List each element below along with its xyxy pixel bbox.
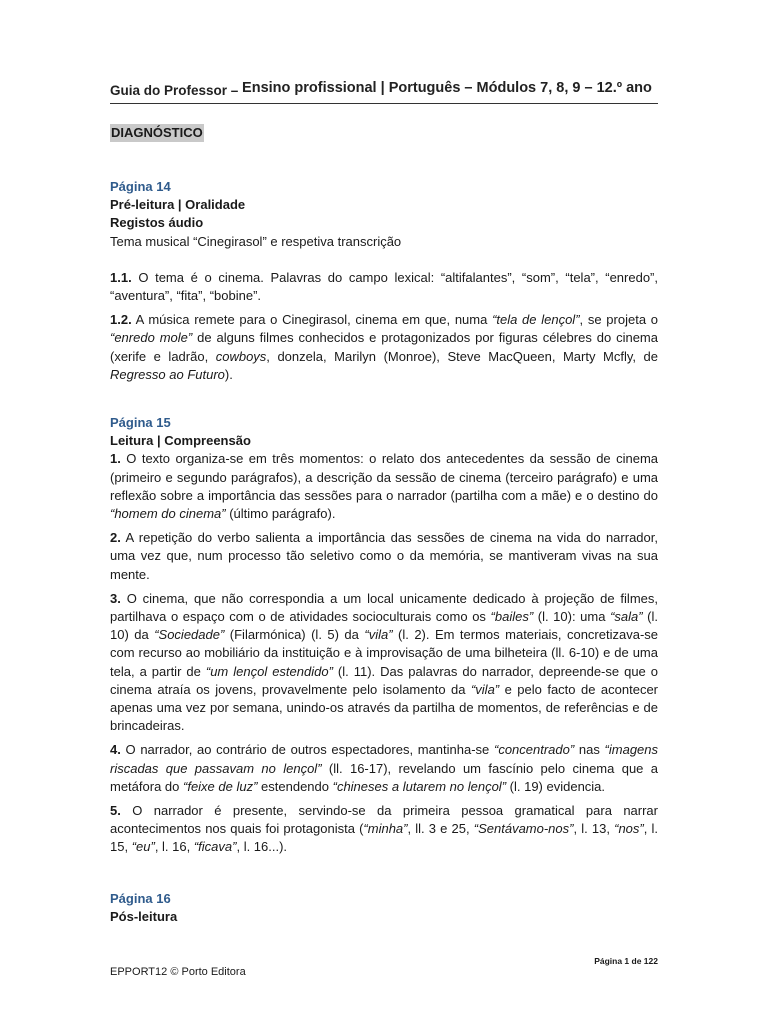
answer-text: , l. 13, bbox=[573, 821, 615, 837]
answer-text: O tema é o cinema. Palavras do campo lexical: “altifalantes”, “som”, “tela”, “enredo”, “aventura”, “fita”, “bobine”. bbox=[110, 269, 658, 304]
page-reference: Página 15 bbox=[110, 415, 171, 430]
quote-text: “feixe de luz” bbox=[183, 778, 258, 794]
page-header bbox=[110, 82, 658, 104]
quote-text: “bailes” bbox=[490, 609, 534, 625]
answer-paragraph bbox=[110, 802, 658, 857]
answer-text: A música remete para o Cinegirasol, cinema em que, numa bbox=[131, 312, 493, 328]
page-reference: Página 14 bbox=[110, 179, 171, 194]
quote-text: “um lençol estendido” bbox=[205, 663, 333, 679]
subheading: Registos áudio bbox=[110, 215, 204, 231]
answer-text: O cinema, que não correspondia a um local unicamente dedicado à projeção de filmes, partilhava o espaço com o de atividades socioculturais como os bbox=[110, 590, 658, 625]
answer-text: O narrador, ao contrário de outros espectadores, mantinha-se bbox=[120, 742, 494, 758]
answer-text: (l. 10) da bbox=[110, 609, 659, 643]
answer-text: de alguns filmes conhecidos e protagonizados por figuras célebres do cinema (xerife e ladrão, bbox=[110, 330, 658, 364]
quote-text: “imagens riscadas que passavam no lençol” bbox=[110, 742, 659, 776]
answer-text: , l. 16, bbox=[154, 839, 194, 855]
quote-text: “homem do cinema” bbox=[110, 506, 226, 522]
answer-text: , l. 15, bbox=[110, 821, 658, 855]
quote-text: “concentrado” bbox=[493, 742, 575, 758]
answer-text: , se projeta o bbox=[579, 312, 658, 328]
answer-text: (l. 10): uma bbox=[533, 609, 611, 625]
answer-paragraph bbox=[110, 269, 658, 305]
quote-text: “sala” bbox=[610, 609, 643, 625]
answer-number: 4. bbox=[110, 742, 121, 758]
answer-number: 1.2. bbox=[110, 312, 132, 328]
quote-text: “ficava” bbox=[193, 839, 237, 855]
answer-text: nas bbox=[574, 742, 605, 758]
answer-text: O texto organiza-se em três momentos: o relato dos antecedentes da sessão de cinema (primeiro e segundo parágrafos), a descrição da sessão de cinema (terceiro parágrafo) e uma reflexão sobre a importância das sessões para o narrador (partilha com a mãe) e o destino do bbox=[110, 451, 658, 503]
answer-text: (Filarmónica) (l. 5) da bbox=[224, 627, 365, 643]
answer-text: (l. 2). Em termos materiais, concretizava-se com recurso ao mobiliário da instituição e à improvisação de uma bilheteira (ll. 6-10) e de uma tela, a partir de bbox=[110, 627, 658, 679]
section-page-14 bbox=[110, 178, 658, 384]
section-page-15 bbox=[110, 414, 658, 857]
answer-text: , donzela, Marilyn (Monroe), Steve MacQueen, Marty Mcfly, de bbox=[266, 348, 658, 364]
quote-text: “Sociedade” bbox=[154, 627, 225, 643]
quote-text: “nos” bbox=[614, 821, 644, 837]
subheading: Leitura | Compreensão bbox=[110, 433, 251, 449]
quote-text: “chineses a lutarem no lençol” bbox=[332, 778, 507, 794]
quote-text: cowboys bbox=[215, 348, 267, 364]
quote-text: “tela de lençol” bbox=[492, 312, 580, 328]
quote-text: “vila” bbox=[470, 681, 500, 697]
answer-paragraph bbox=[110, 311, 658, 384]
subheading: Pós-leitura bbox=[110, 909, 178, 925]
answer-text: (l. 19) evidencia. bbox=[506, 778, 606, 794]
header-course-title: Ensino profissional | Português – Módulos 7, 8, 9 – 12.º ano bbox=[242, 80, 652, 96]
answer-paragraph bbox=[110, 450, 658, 523]
answer-text: (l. 11). Das palavras do narrador, depreende-se que o cinema atraía os jovens, provavelmente pelo isolamento da bbox=[110, 663, 659, 697]
subheading: Pré-leitura | Oralidade bbox=[110, 197, 246, 213]
page-number: Página 1 de 122 bbox=[594, 956, 658, 966]
answer-number: 1.1. bbox=[110, 269, 132, 285]
answer-paragraph bbox=[110, 529, 658, 584]
answer-text: ). bbox=[224, 366, 233, 382]
answer-text: O narrador é presente, servindo-se da primeira pessoa gramatical para narrar acontecimentos nos quais foi protagonista ( bbox=[110, 803, 658, 837]
answer-number: 3. bbox=[110, 590, 121, 606]
quote-text: “eu” bbox=[131, 839, 155, 855]
section-page-16 bbox=[110, 890, 658, 926]
answer-text: e pelo facto de acontecer apenas uma vez por semana, unindo-os através da partilha de momentos, de referências e de brincadeiras. bbox=[110, 681, 659, 734]
quote-text: “vila” bbox=[364, 627, 393, 643]
section-heading-diagnostico: DIAGNÓSTICO bbox=[111, 125, 203, 140]
answer-text: estendendo bbox=[257, 778, 333, 794]
answer-text: (ll. 16-17), revelando um fascínio pelo cinema que a metáfora do bbox=[110, 760, 658, 794]
answer-paragraph bbox=[110, 741, 658, 796]
body-line: Tema musical “Cinegirasol” e respetiva transcrição bbox=[110, 233, 402, 249]
answer-number: 5. bbox=[110, 803, 121, 819]
quote-text: “minha” bbox=[363, 821, 408, 837]
quote-text: “Sentávamo-nos” bbox=[473, 821, 574, 837]
answer-number: 2. bbox=[110, 530, 121, 546]
answer-text: A repetição do verbo salienta a importância das sessões de cinema na vida do narrador, uma vez que, num processo tão seletivo como o da memória, se mantiveram vivas na sua mente. bbox=[110, 530, 658, 582]
footer-publisher: EPPORT12 © Porto Editora bbox=[110, 966, 246, 978]
page-reference: Página 16 bbox=[110, 891, 171, 906]
answer-text: , l. 16...). bbox=[236, 839, 288, 855]
header-guide-title: Guia do Professor – bbox=[110, 83, 243, 98]
answer-number: 1. bbox=[110, 451, 121, 467]
answer-text: , ll. 3 e 25, bbox=[407, 821, 474, 837]
document-page bbox=[110, 0, 658, 1024]
answer-paragraph bbox=[110, 590, 658, 736]
quote-text: “enredo mole” bbox=[110, 330, 193, 346]
answer-text: (último parágrafo). bbox=[225, 506, 336, 522]
quote-text: Regresso ao Futuro bbox=[110, 366, 225, 382]
